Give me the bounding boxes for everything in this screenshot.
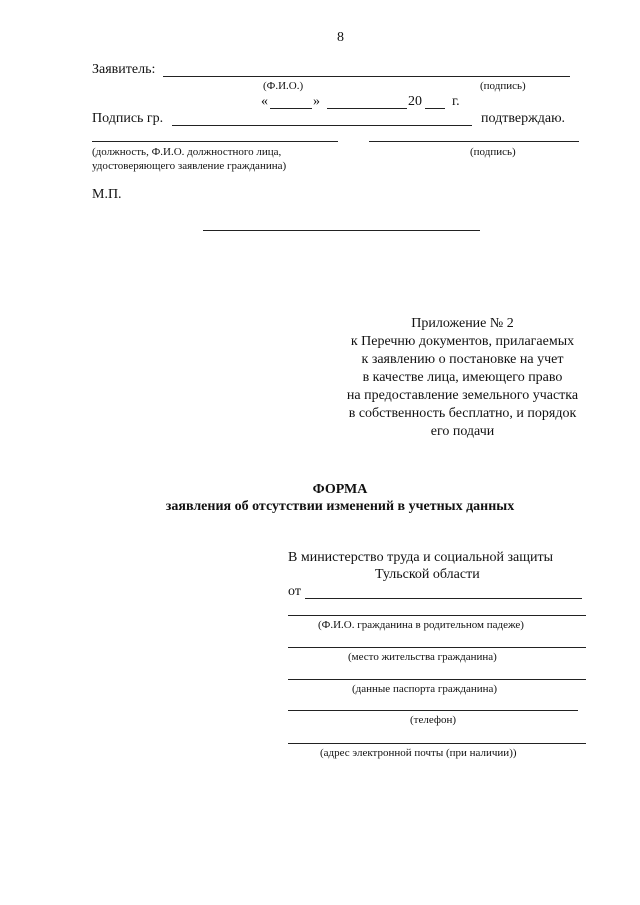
appendix-line: на предоставление земельного участка [346,388,579,403]
date-year-line[interactable] [425,108,445,109]
confirm-label: Подпись гр. [92,111,164,126]
page-number: 8 [337,30,344,45]
appendix-line: в собственность бесплатно, и порядок [348,406,577,421]
appendix-line: к Перечню документов, прилагаемых [350,334,575,349]
official-signature-caption: (подпись) [470,146,516,158]
appendix-line: Приложение № 2 [411,316,514,331]
applicant-signature-caption: (подпись) [480,80,526,92]
addressee-line2: Тульской области [375,567,480,582]
official-line[interactable] [92,141,338,142]
email-caption: (адрес электронной почты (при наличии)) [320,747,517,759]
fio-line[interactable] [288,615,586,616]
residence-caption: (место жительства гражданина) [348,651,497,663]
official-caption-line1: (должность, Ф.И.О. должностного лица, [92,146,282,158]
date-quote-close: » [313,94,320,109]
year-suffix: г. [452,94,460,109]
date-day-line[interactable] [270,108,312,109]
official-caption-line2: удостоверяющего заявление гражданина) [92,160,287,172]
email-line[interactable] [288,743,586,744]
from-line[interactable] [305,598,582,599]
form-subtitle: заявления об отсутствии изменений в учетных данных [165,499,515,514]
applicant-label: Заявитель: [92,62,156,77]
appendix-line: его подачи [430,424,495,439]
form-title: ФОРМА [312,482,368,497]
residence-line[interactable] [288,647,586,648]
date-quote-open: « [261,94,268,109]
passport-caption: (данные паспорта гражданина) [352,683,498,695]
applicant-name-line[interactable] [163,76,570,77]
appendix-block [340,315,585,441]
separator-line [203,230,480,231]
from-label: от [288,584,301,599]
year-prefix: 20 [408,94,422,109]
date-month-line[interactable] [327,108,407,109]
appendix-line: к заявлению о постановке на учет [361,352,564,367]
confirm-signature-line[interactable] [172,125,472,126]
fio-caption: (Ф.И.О.) [263,80,304,92]
official-signature-line[interactable] [369,141,579,142]
phone-caption: (телефон) [410,714,457,726]
passport-line[interactable] [288,679,586,680]
confirm-tail: подтверждаю. [481,111,566,126]
stamp-label: М.П. [92,187,122,202]
addressee-line1: В министерство труда и социальной защиты [288,550,554,565]
phone-line[interactable] [288,710,578,711]
fio-genitive-caption: (Ф.И.О. гражданина в родительном падеже) [318,619,524,631]
appendix-line: в качестве лица, имеющего право [362,370,563,385]
